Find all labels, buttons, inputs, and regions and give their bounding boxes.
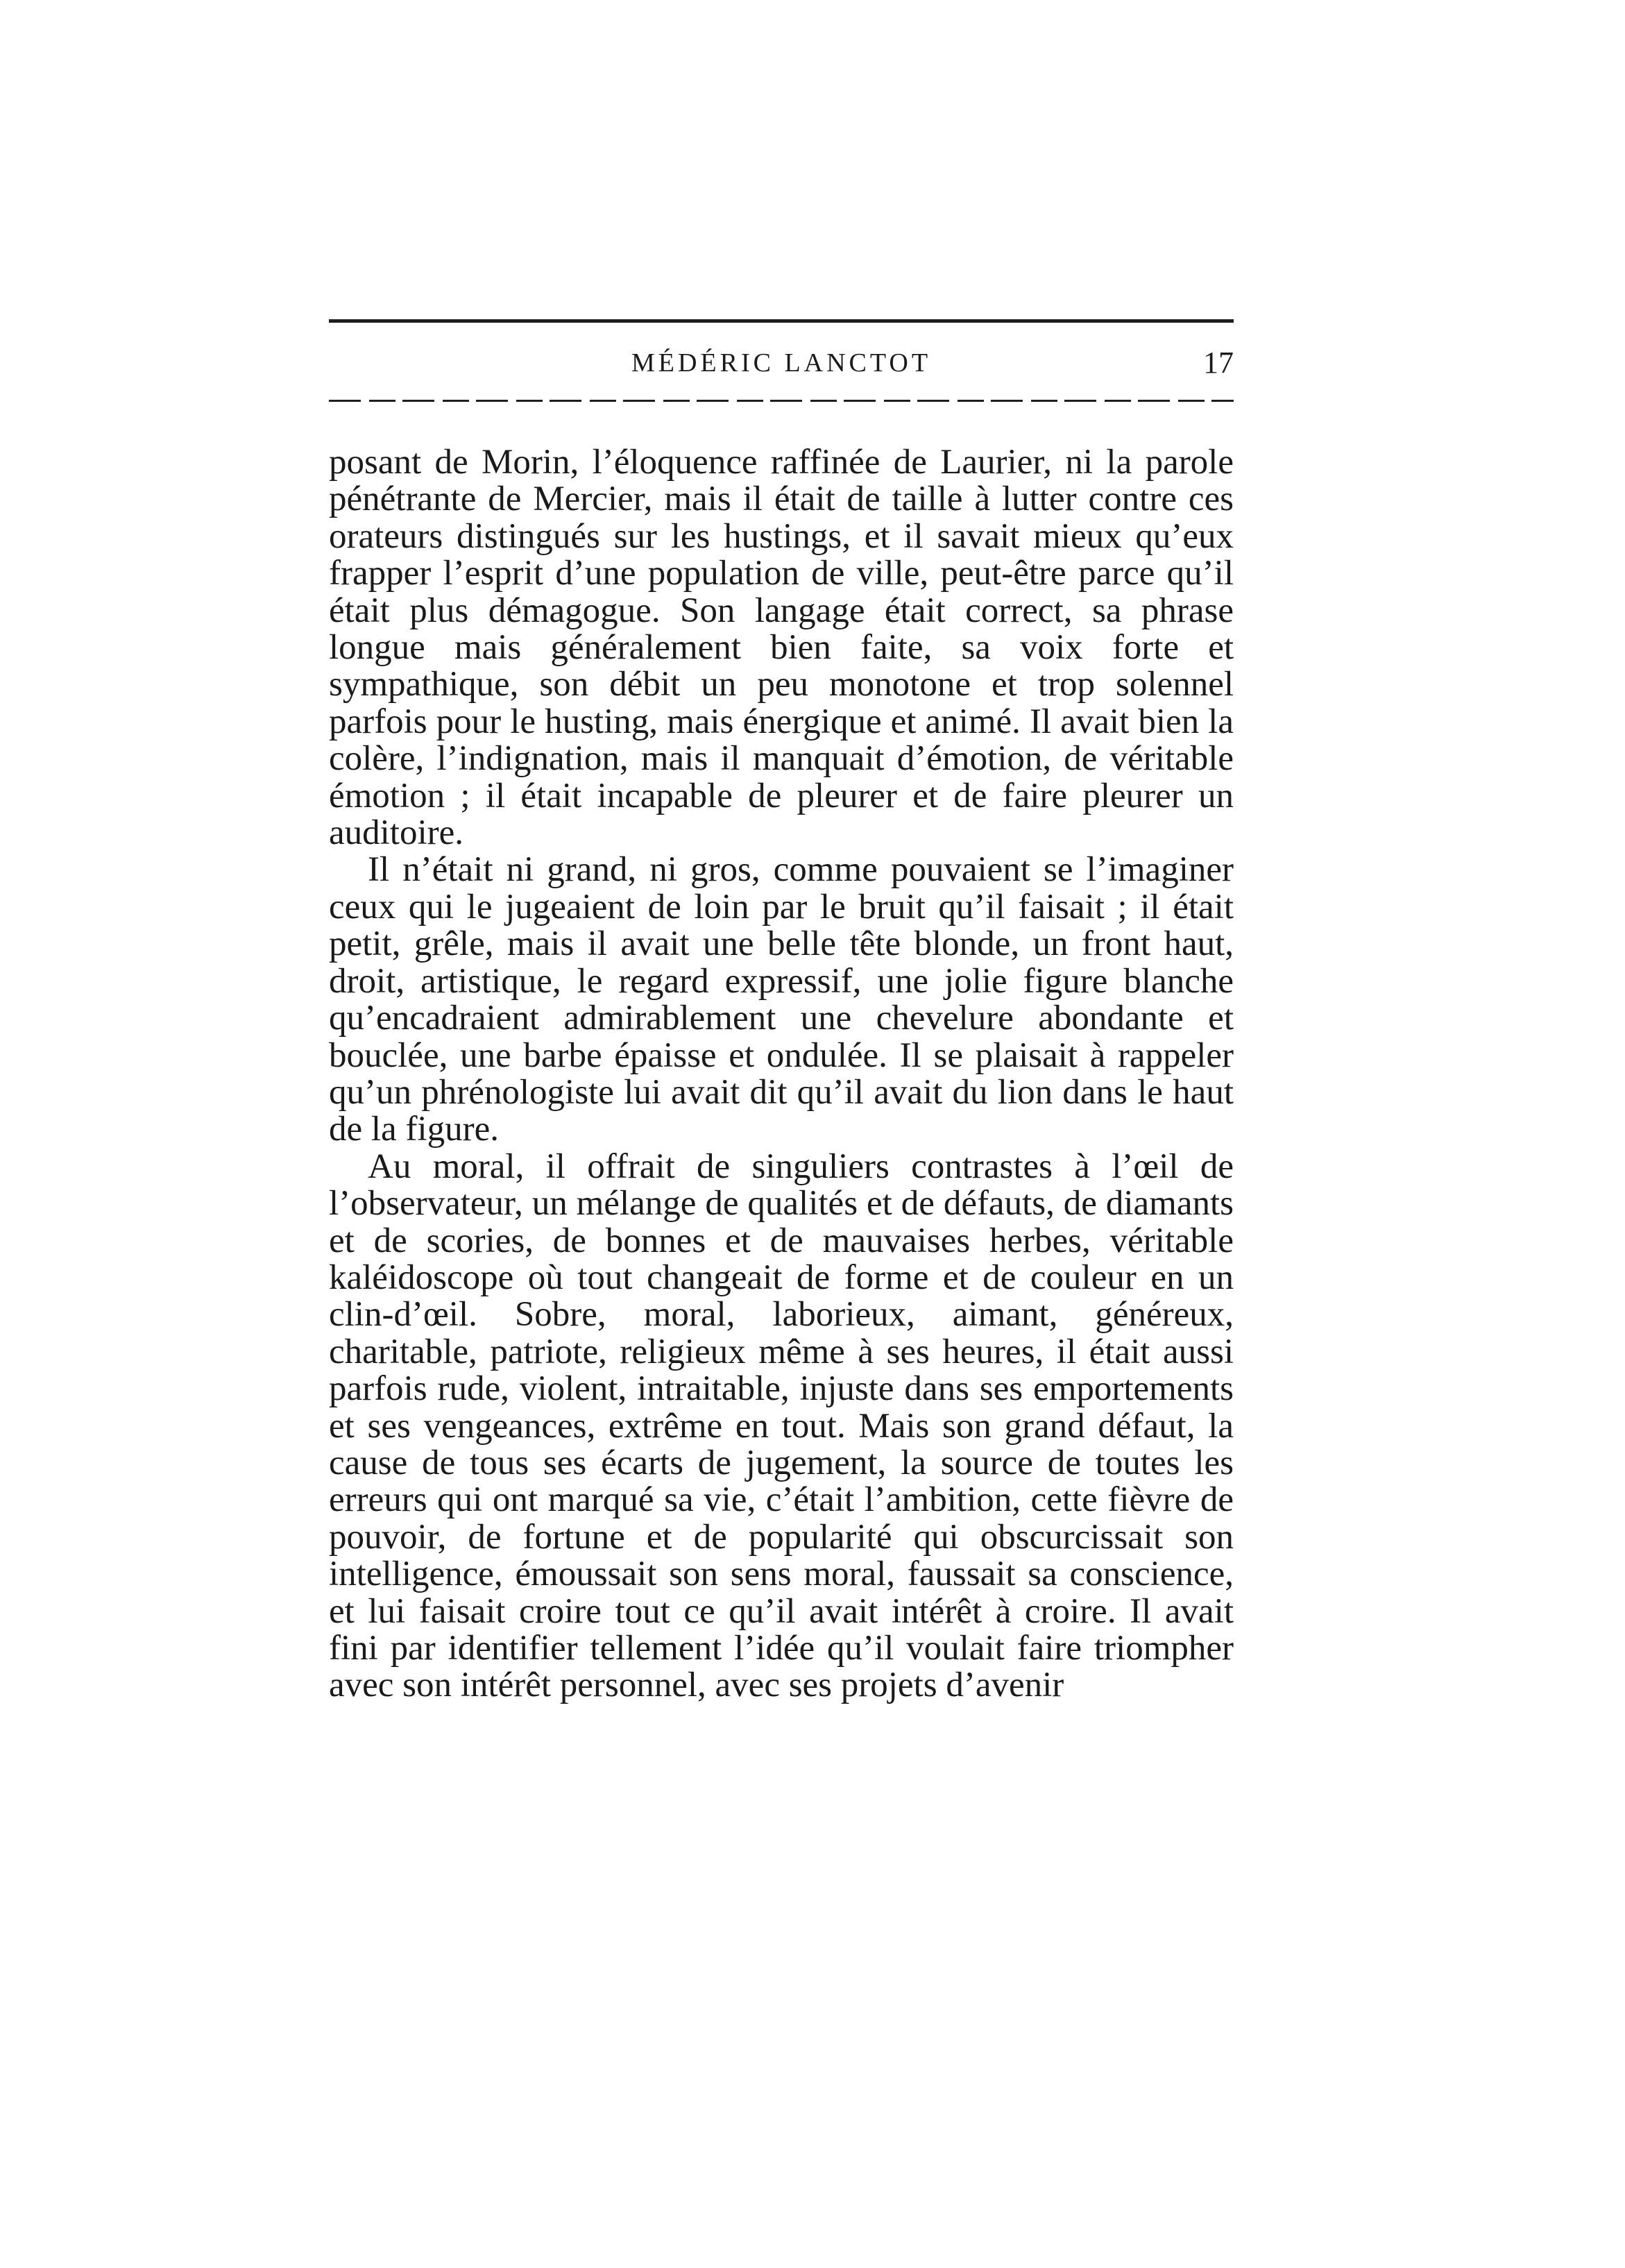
page-header	[329, 339, 1234, 387]
paragraph: Au moral, il offrait de singuliers contrastes à l’œil de l’observateur, un mélange de qualités et de défauts, de diamants et de scories, de bonnes et de mauvaises herbes, véritable kaléidoscope où tout changeait de forme et de couleur en un clin-d’œil. Sobre, moral, laborieux, aimant, généreux, charitable, patriote, religieux même à ses heures, il était aussi parfois rude, violent, intraitable, injuste dans ses emportements et ses vengeances, extrême en tout. Mais son grand défaut, la cause de tous ses écarts de jugement, la source de toutes les erreurs qui ont marqué sa vie, c’était l’ambition, cette fièvre de pouvoir, de fortune et de popularité qui obscurcissait son intelligence, émoussait son sens moral, faussait sa conscience, et lui faisait croire tout ce qu’il avait intérêt à croire. Il avait fini par identifier tellement l’idée qu’il voulait faire triompher avec son intérêt personnel, avec ses projets d’avenir	[329, 1146, 1234, 1705]
running-head: MÉDÉRIC LANCTOT	[631, 348, 932, 378]
page-number: 17	[1203, 346, 1234, 380]
header-top-rule	[329, 319, 1234, 323]
body-text	[329, 444, 1234, 1704]
paragraph: Il n’était ni grand, ni gros, comme pouvaient se l’imaginer ceux qui le jugeaient de loin par le bruit qu’il faisait ; il était petit, grêle, mais il avait une belle tête blonde, un front haut, droit, artistique, le regard expressif, une jolie figure blanche qu’encadraient admirablement une chevelure abondante et bouclée, une barbe épaisse et ondulée. Il se plaisait à rappeler qu’un phrénologiste lui avait dit qu’il avait du lion dans le haut de la figure.	[329, 850, 1234, 1149]
paragraph-continued: posant de Morin, l’éloquence raffinée de Laurier, ni la parole pénétrante de Mercier, mais il était de taille à lutter contre ces orateurs distingués sur les hustings, et il savait mieux qu’eux frapper l’esprit d’une population de ville, peut-être parce qu’il était plus démagogue. Son langage était correct, sa phrase longue mais généralement bien faite, sa voix forte et sympathique, son débit un peu monotone et trop solennel parfois pour le husting, mais énergique et animé. Il avait bien la colère, l’indignation, mais il manquait d’émotion, de véritable émotion ; il était incapable de pleurer et de faire pleurer un auditoire.	[329, 443, 1234, 853]
header-bottom-rule	[329, 400, 1234, 402]
